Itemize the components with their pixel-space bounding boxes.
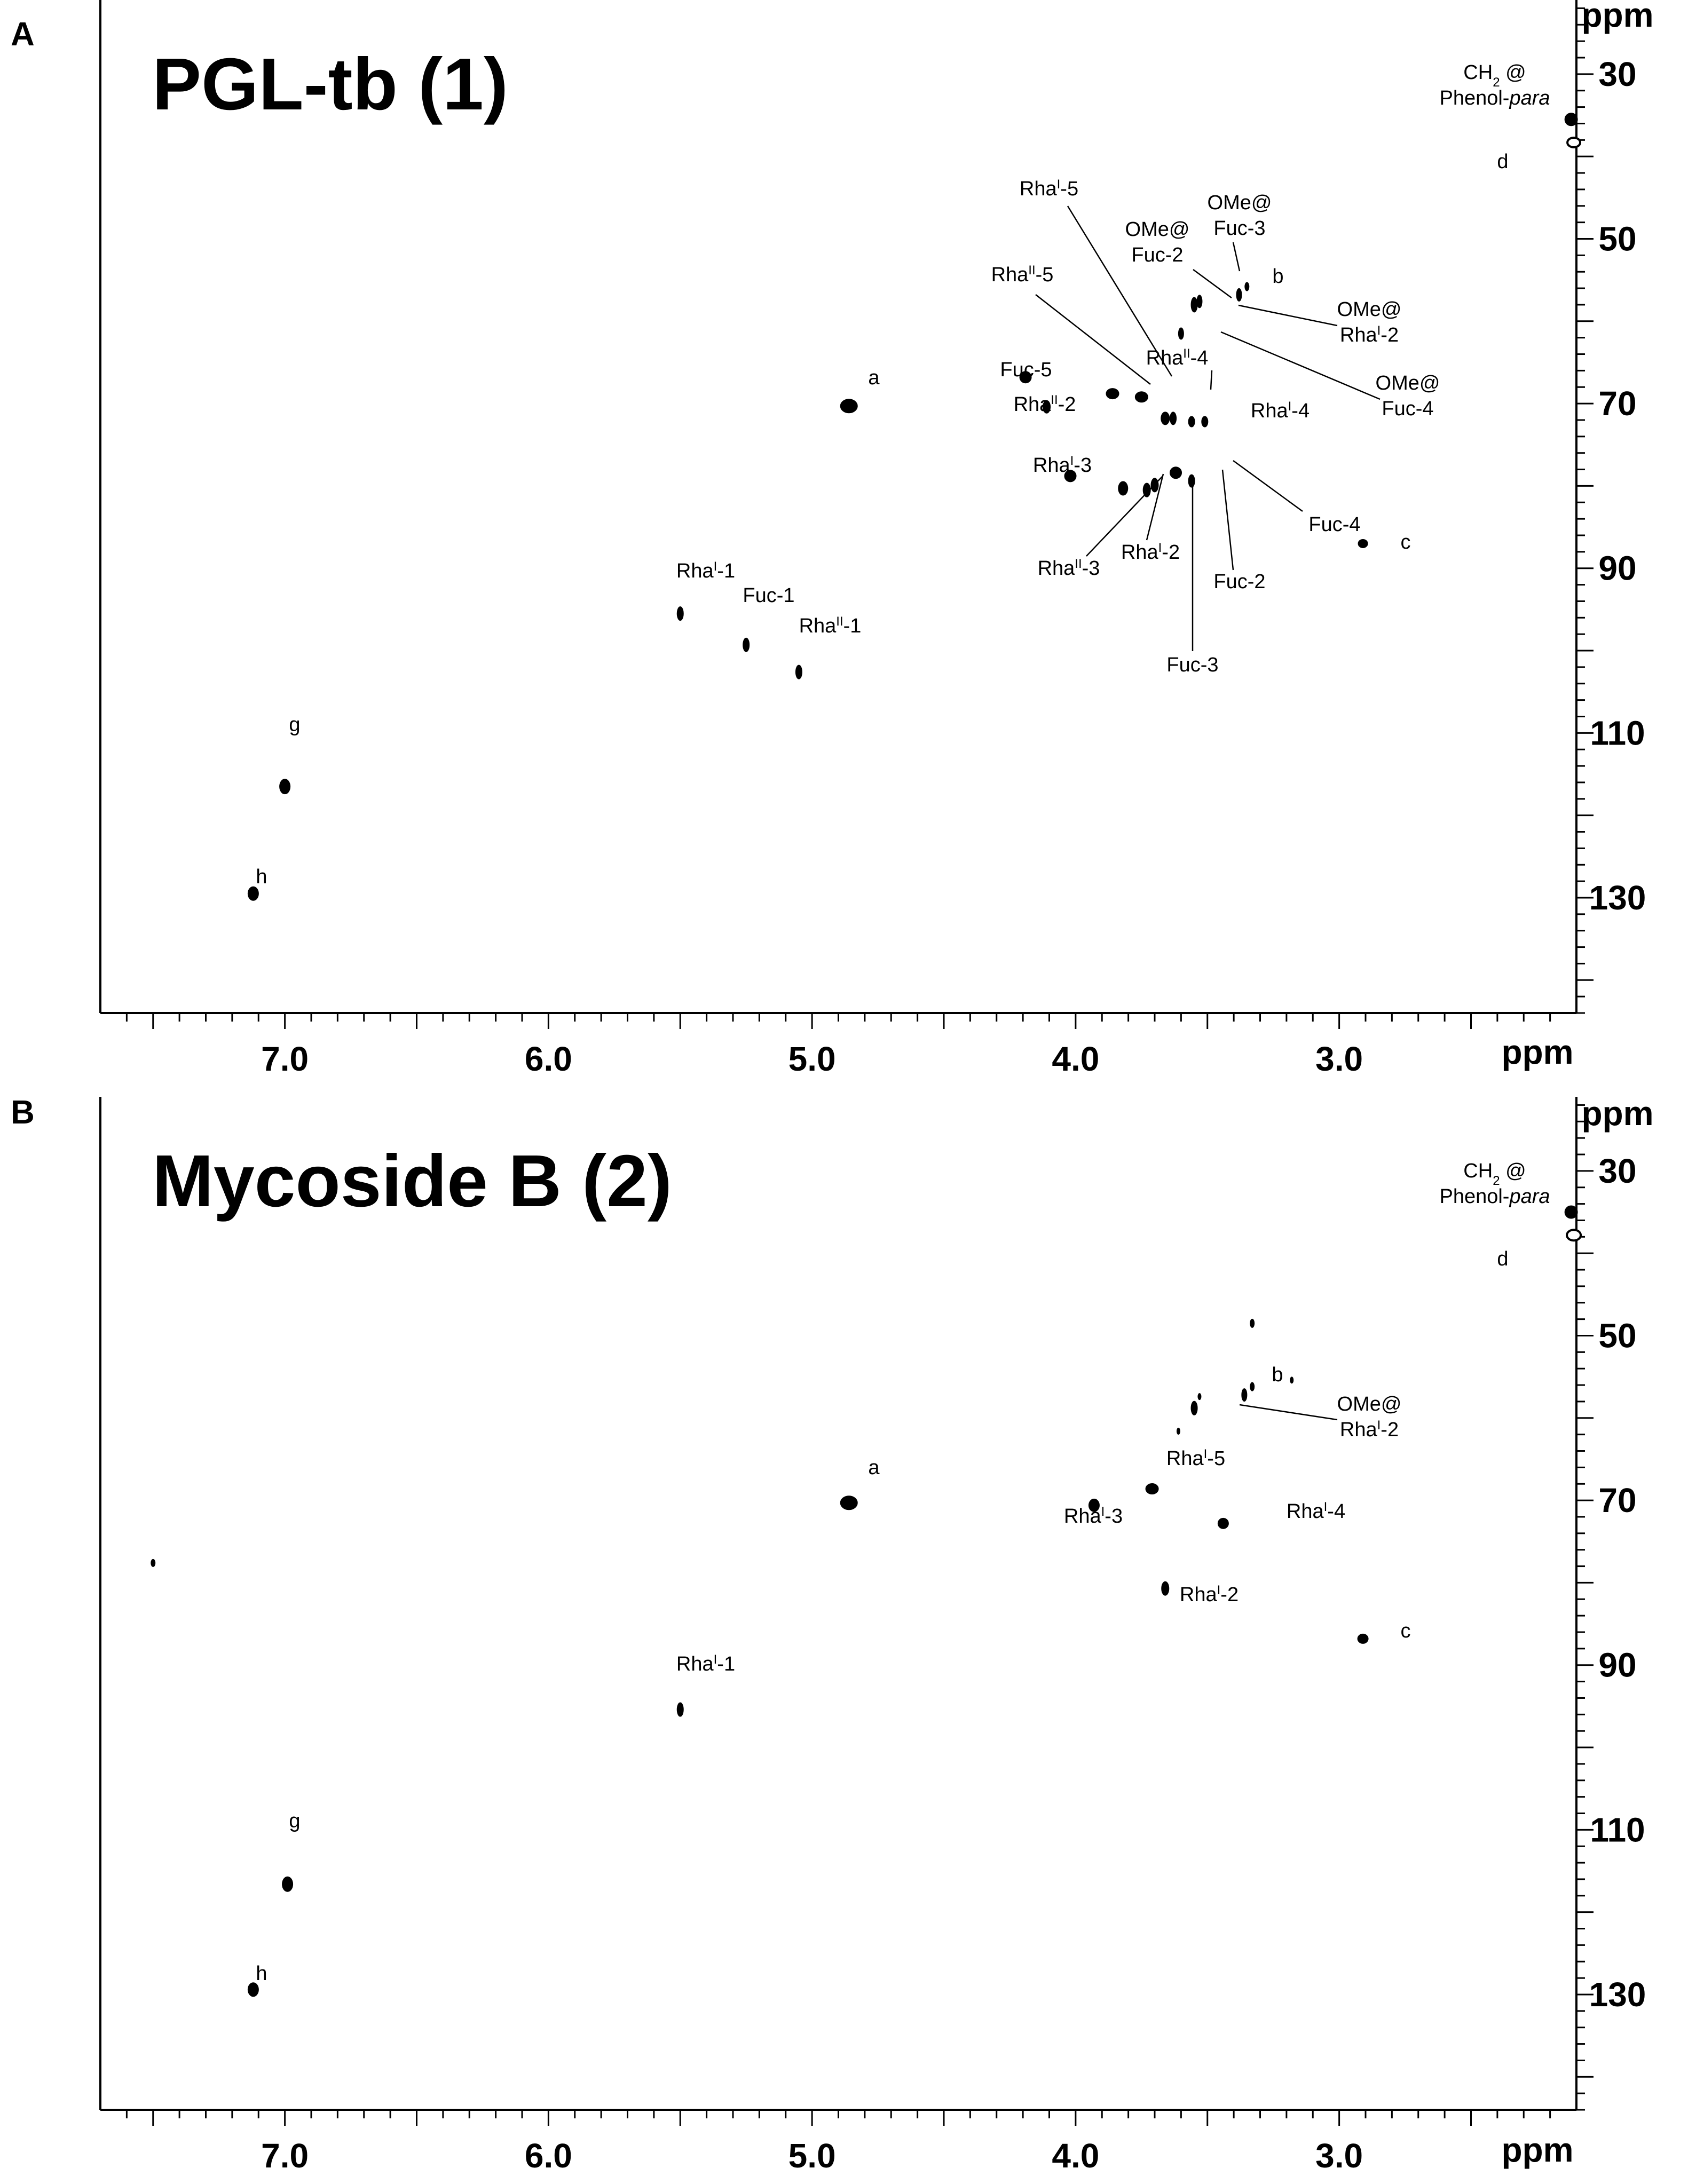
y-tick-label: 130 bbox=[1589, 1975, 1646, 2014]
cross-peak bbox=[1178, 328, 1184, 339]
peak-label: $CH_2$ @ bbox=[1463, 61, 1526, 90]
x-tick-label: 7.0 bbox=[261, 1040, 309, 1078]
y-tick-label: 130 bbox=[1589, 878, 1646, 917]
cross-peak bbox=[840, 1496, 857, 1510]
peak-label: Rha$^I$-4 bbox=[1250, 399, 1310, 422]
peak-label: a bbox=[868, 1457, 880, 1479]
cross-peak bbox=[1250, 1319, 1255, 1327]
y-tick-label: 30 bbox=[1598, 1151, 1637, 1190]
leader-line bbox=[1036, 295, 1150, 384]
cross-peak bbox=[282, 1877, 293, 1892]
peak-label: OMe@ bbox=[1337, 298, 1402, 321]
cross-peak bbox=[1170, 412, 1177, 425]
peak-label: Rha$^I$-2 bbox=[1339, 1418, 1399, 1441]
cross-peak bbox=[248, 887, 258, 900]
cross-peak bbox=[743, 638, 750, 652]
peak-label: b bbox=[1272, 1364, 1283, 1386]
peak-label: Rha$^{II}$-3 bbox=[1037, 556, 1100, 580]
peak-label: Fuc-2 bbox=[1213, 571, 1266, 593]
y-axis-label: ppm bbox=[1581, 1094, 1654, 1133]
peak-label: g bbox=[289, 1810, 301, 1832]
cross-peak bbox=[1197, 295, 1202, 308]
peak-label: Fuc-1 bbox=[743, 584, 795, 607]
x-tick-label: 5.0 bbox=[788, 1040, 836, 1078]
peak-label: Phenol-para bbox=[1439, 1185, 1550, 1208]
y-tick-label: 70 bbox=[1598, 1481, 1637, 1520]
cross-peak bbox=[151, 1559, 155, 1566]
cross-peak bbox=[1170, 467, 1182, 479]
panel-letter: A bbox=[11, 16, 35, 53]
cross-peak bbox=[1188, 474, 1195, 487]
cross-peak bbox=[1290, 1377, 1293, 1383]
y-tick-label: 30 bbox=[1598, 54, 1637, 93]
peak-label: Rha$^I$-2 bbox=[1121, 540, 1180, 564]
x-axis-label: ppm bbox=[1501, 2131, 1574, 2169]
cross-peak bbox=[1146, 1484, 1158, 1494]
x-tick-label: 7.0 bbox=[261, 2136, 309, 2175]
y-tick-label: 50 bbox=[1598, 1316, 1637, 1355]
chart-panel-a bbox=[11, 0, 1654, 1078]
leader-line bbox=[1240, 1405, 1337, 1420]
cross-peak bbox=[1177, 1428, 1180, 1434]
peak-label: Fuc-3 bbox=[1166, 654, 1219, 676]
leader-line bbox=[1233, 461, 1303, 511]
peak-label: Fuc-4 bbox=[1382, 398, 1434, 420]
peak-label: Rha$^I$-5 bbox=[1019, 177, 1079, 200]
peak-label: d bbox=[1497, 151, 1509, 173]
cross-peak bbox=[1250, 1382, 1255, 1391]
x-tick-label: 3.0 bbox=[1315, 1040, 1363, 1078]
y-tick-label: 90 bbox=[1598, 1645, 1637, 1684]
peak-label: OMe@ bbox=[1375, 372, 1440, 394]
x-tick-label: 5.0 bbox=[788, 2136, 836, 2175]
leader-line bbox=[1239, 305, 1337, 326]
cross-peak bbox=[1198, 1394, 1201, 1400]
y-tick-label: 90 bbox=[1598, 549, 1637, 588]
cross-peak bbox=[1245, 282, 1249, 291]
cross-peak bbox=[1118, 481, 1128, 495]
leader-line bbox=[1193, 270, 1232, 298]
peak-label: h bbox=[256, 866, 267, 888]
cross-peak bbox=[1188, 416, 1195, 427]
cross-peak bbox=[1151, 478, 1158, 492]
cross-peak bbox=[1191, 1401, 1197, 1415]
cross-peak bbox=[1358, 539, 1368, 548]
peak-label: OMe@ bbox=[1125, 218, 1190, 241]
peak-label: Rha$^I$-3 bbox=[1032, 453, 1092, 477]
peak-label: b bbox=[1272, 265, 1284, 288]
cross-peak bbox=[1106, 389, 1119, 399]
cross-peak bbox=[1218, 1518, 1228, 1529]
peak-label: Rha$^I$-2 bbox=[1339, 323, 1399, 346]
x-tick-label: 4.0 bbox=[1052, 2136, 1100, 2175]
cross-peak bbox=[795, 665, 802, 679]
cross-peak bbox=[1565, 113, 1577, 126]
peak-label: a bbox=[868, 367, 880, 389]
peak-label: Rha$^I$-3 bbox=[1063, 1504, 1123, 1528]
cross-peak bbox=[1202, 416, 1208, 427]
cross-peak bbox=[1358, 1634, 1368, 1643]
peak-label: Rha$^{II}$-5 bbox=[991, 263, 1054, 286]
x-axis-label: ppm bbox=[1501, 1033, 1574, 1071]
peak-label: Fuc-5 bbox=[1000, 359, 1052, 381]
peak-label: Fuc-4 bbox=[1308, 513, 1361, 536]
peak-label: OMe@ bbox=[1337, 1393, 1402, 1415]
peak-label: Rha$^I$-2 bbox=[1179, 1582, 1239, 1606]
cross-peak bbox=[1161, 412, 1170, 425]
cross-peak bbox=[1567, 1230, 1581, 1240]
cross-peak bbox=[1162, 1581, 1169, 1595]
cross-peak bbox=[1143, 483, 1150, 497]
y-axis-label: ppm bbox=[1581, 0, 1654, 34]
cross-peak bbox=[1567, 138, 1580, 147]
peak-label: Rha$^I$-1 bbox=[676, 1652, 736, 1675]
peak-label: c bbox=[1400, 1620, 1411, 1642]
peak-label: Rha$^I$-5 bbox=[1166, 1446, 1226, 1470]
cross-peak bbox=[280, 779, 290, 794]
peak-label: d bbox=[1497, 1248, 1509, 1270]
peak-label: Fuc-2 bbox=[1131, 244, 1184, 266]
peak-label: Rha$^I$-1 bbox=[676, 559, 736, 582]
peak-label: Rha$^I$-4 bbox=[1286, 1499, 1346, 1523]
peak-label: h bbox=[256, 1963, 267, 1985]
panel-letter: B bbox=[11, 1094, 35, 1131]
peak-label: Phenol-para bbox=[1439, 87, 1550, 109]
cross-peak bbox=[1135, 392, 1148, 402]
cross-peak bbox=[1191, 297, 1197, 312]
peak-label: Fuc-3 bbox=[1213, 217, 1266, 240]
chart-panel-b bbox=[11, 1094, 1654, 2175]
cross-peak bbox=[1236, 288, 1242, 301]
leader-line bbox=[1233, 242, 1240, 271]
chart-title: PGL-tb (1) bbox=[152, 43, 508, 125]
peak-label: Rha$^{II}$-4 bbox=[1146, 346, 1209, 369]
cross-peak bbox=[1242, 1389, 1247, 1402]
y-tick-label: 50 bbox=[1598, 219, 1637, 258]
y-tick-label: 110 bbox=[1590, 1810, 1645, 1849]
cross-peak bbox=[677, 607, 683, 621]
peak-label: Rha$^{II}$-1 bbox=[799, 614, 862, 637]
x-tick-label: 6.0 bbox=[524, 2136, 572, 2175]
peak-label: g bbox=[289, 714, 301, 736]
leader-line bbox=[1222, 470, 1233, 570]
peak-label: Rha$^{II}$-2 bbox=[1013, 392, 1076, 416]
peak-label: OMe@ bbox=[1207, 192, 1272, 214]
y-tick-label: 110 bbox=[1590, 714, 1645, 753]
leader-line bbox=[1211, 370, 1212, 390]
x-tick-label: 3.0 bbox=[1315, 2136, 1363, 2175]
chart-title: Mycoside B (2) bbox=[152, 1140, 672, 1222]
y-tick-label: 70 bbox=[1598, 384, 1637, 423]
x-tick-label: 6.0 bbox=[524, 1040, 572, 1078]
peak-label: c bbox=[1400, 531, 1411, 553]
x-tick-label: 4.0 bbox=[1052, 1040, 1100, 1078]
peak-label: $CH_2$ @ bbox=[1463, 1160, 1526, 1188]
cross-peak bbox=[840, 399, 857, 413]
cross-peak bbox=[1565, 1206, 1577, 1218]
cross-peak bbox=[677, 1703, 683, 1716]
